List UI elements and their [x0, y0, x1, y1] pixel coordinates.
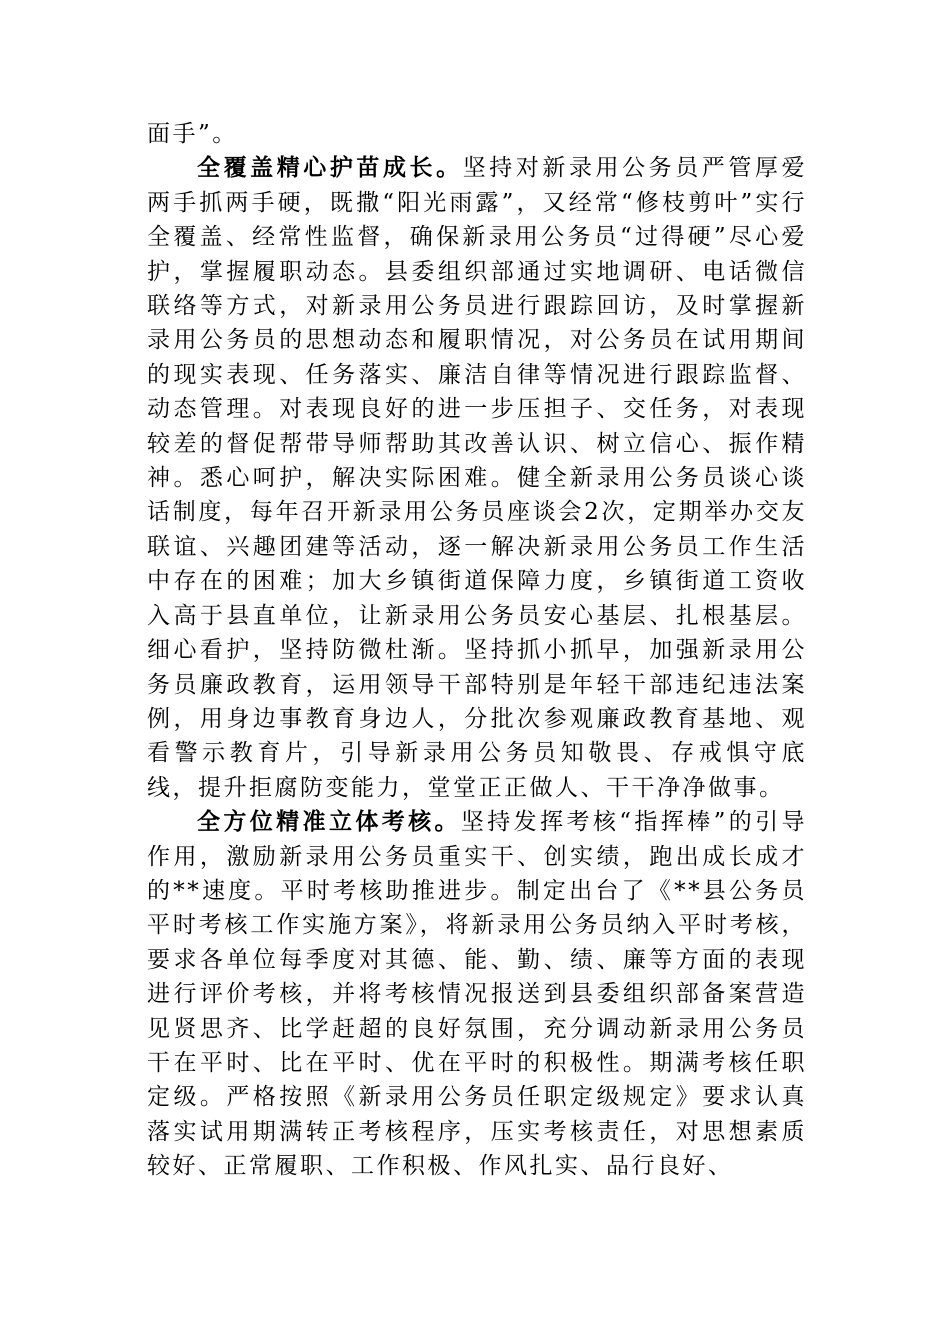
document-body	[147, 117, 807, 1184]
paragraph-2-text: 坚持对新录用公务员严管厚爱两手抓两手硬，既撒“阳光雨露”，又经常“修枝剪叶”实行全覆盖、经常性监督，确保新录用公务员“过得硬”尽心爱护，掌握履职动态。县委组织部通过实地调研、电话微信联络等方式，对新录用公务员进行跟踪回访，及时掌握新录用公务员的思想动态和履职情况，对公务员在试用期间的现实表现、任务落实、廉洁自律等情况进行跟踪监督、动态管理。对表现良好的进一步压担子、交任务，对表现较差的督促帮带导师帮助其改善认识、树立信心、振作精神。悉心呵护，解决实际困难。健全新录用公务员谈心谈话制度，每年召开新录用公务员座谈会2次，定期举办交友联谊、兴趣团建等活动，逐一解决新录用公务员工作生活中存在的困难；加大乡镇街道保障力度，乡镇街道工资收入高于县直单位，让新录用公务员安心基层、扎根基层。细心看护，坚持防微杜渐。坚持抓小抓早，加强新录用公务员廉政教育，运用领导干部特别是年轻干部违纪违法案例，用身边事教育身边人，分批次参观廉政教育基地、观看警示教育片，引导新录用公务员知敬畏、存戒惧守底线，提升拒腐防变能力，堂堂正正做人、干干净净做事。	[147, 155, 808, 801]
paragraph-3-lead: 全方位精准立体考核。	[197, 808, 461, 836]
paragraph-1-text: 面手”。	[147, 121, 238, 147]
paragraph-2	[147, 151, 807, 805]
paragraph-3	[147, 805, 807, 1183]
paragraph-1	[147, 117, 807, 151]
paragraph-3-text: 坚持发挥考核“指挥棒”的引导作用，激励新录用公务员重实干、创实绩，跑出成长成才的**速度。平时考核助推进步。制定出台了《**县公务员平时考核工作实施方案》，将新录用公务员纳入平时考核，要求各单位每季度对其德、能、勤、绩、廉等方面的表现进行评价考核，并将考核情况报送到县委组织部备案营造见贤思齐、比学赶超的良好氛围，充分调动新录用公务员干在平时、比在平时、优在平时的积极性。期满考核任职定级。严格按照《新录用公务员任职定级规定》要求认真落实试用期满转正考核程序，压实考核责任，对思想素质较好、正常履职、工作积极、作风扎实、品行良好、	[147, 809, 807, 1180]
paragraph-2-lead: 全覆盖精心护苗成长。	[197, 154, 463, 182]
